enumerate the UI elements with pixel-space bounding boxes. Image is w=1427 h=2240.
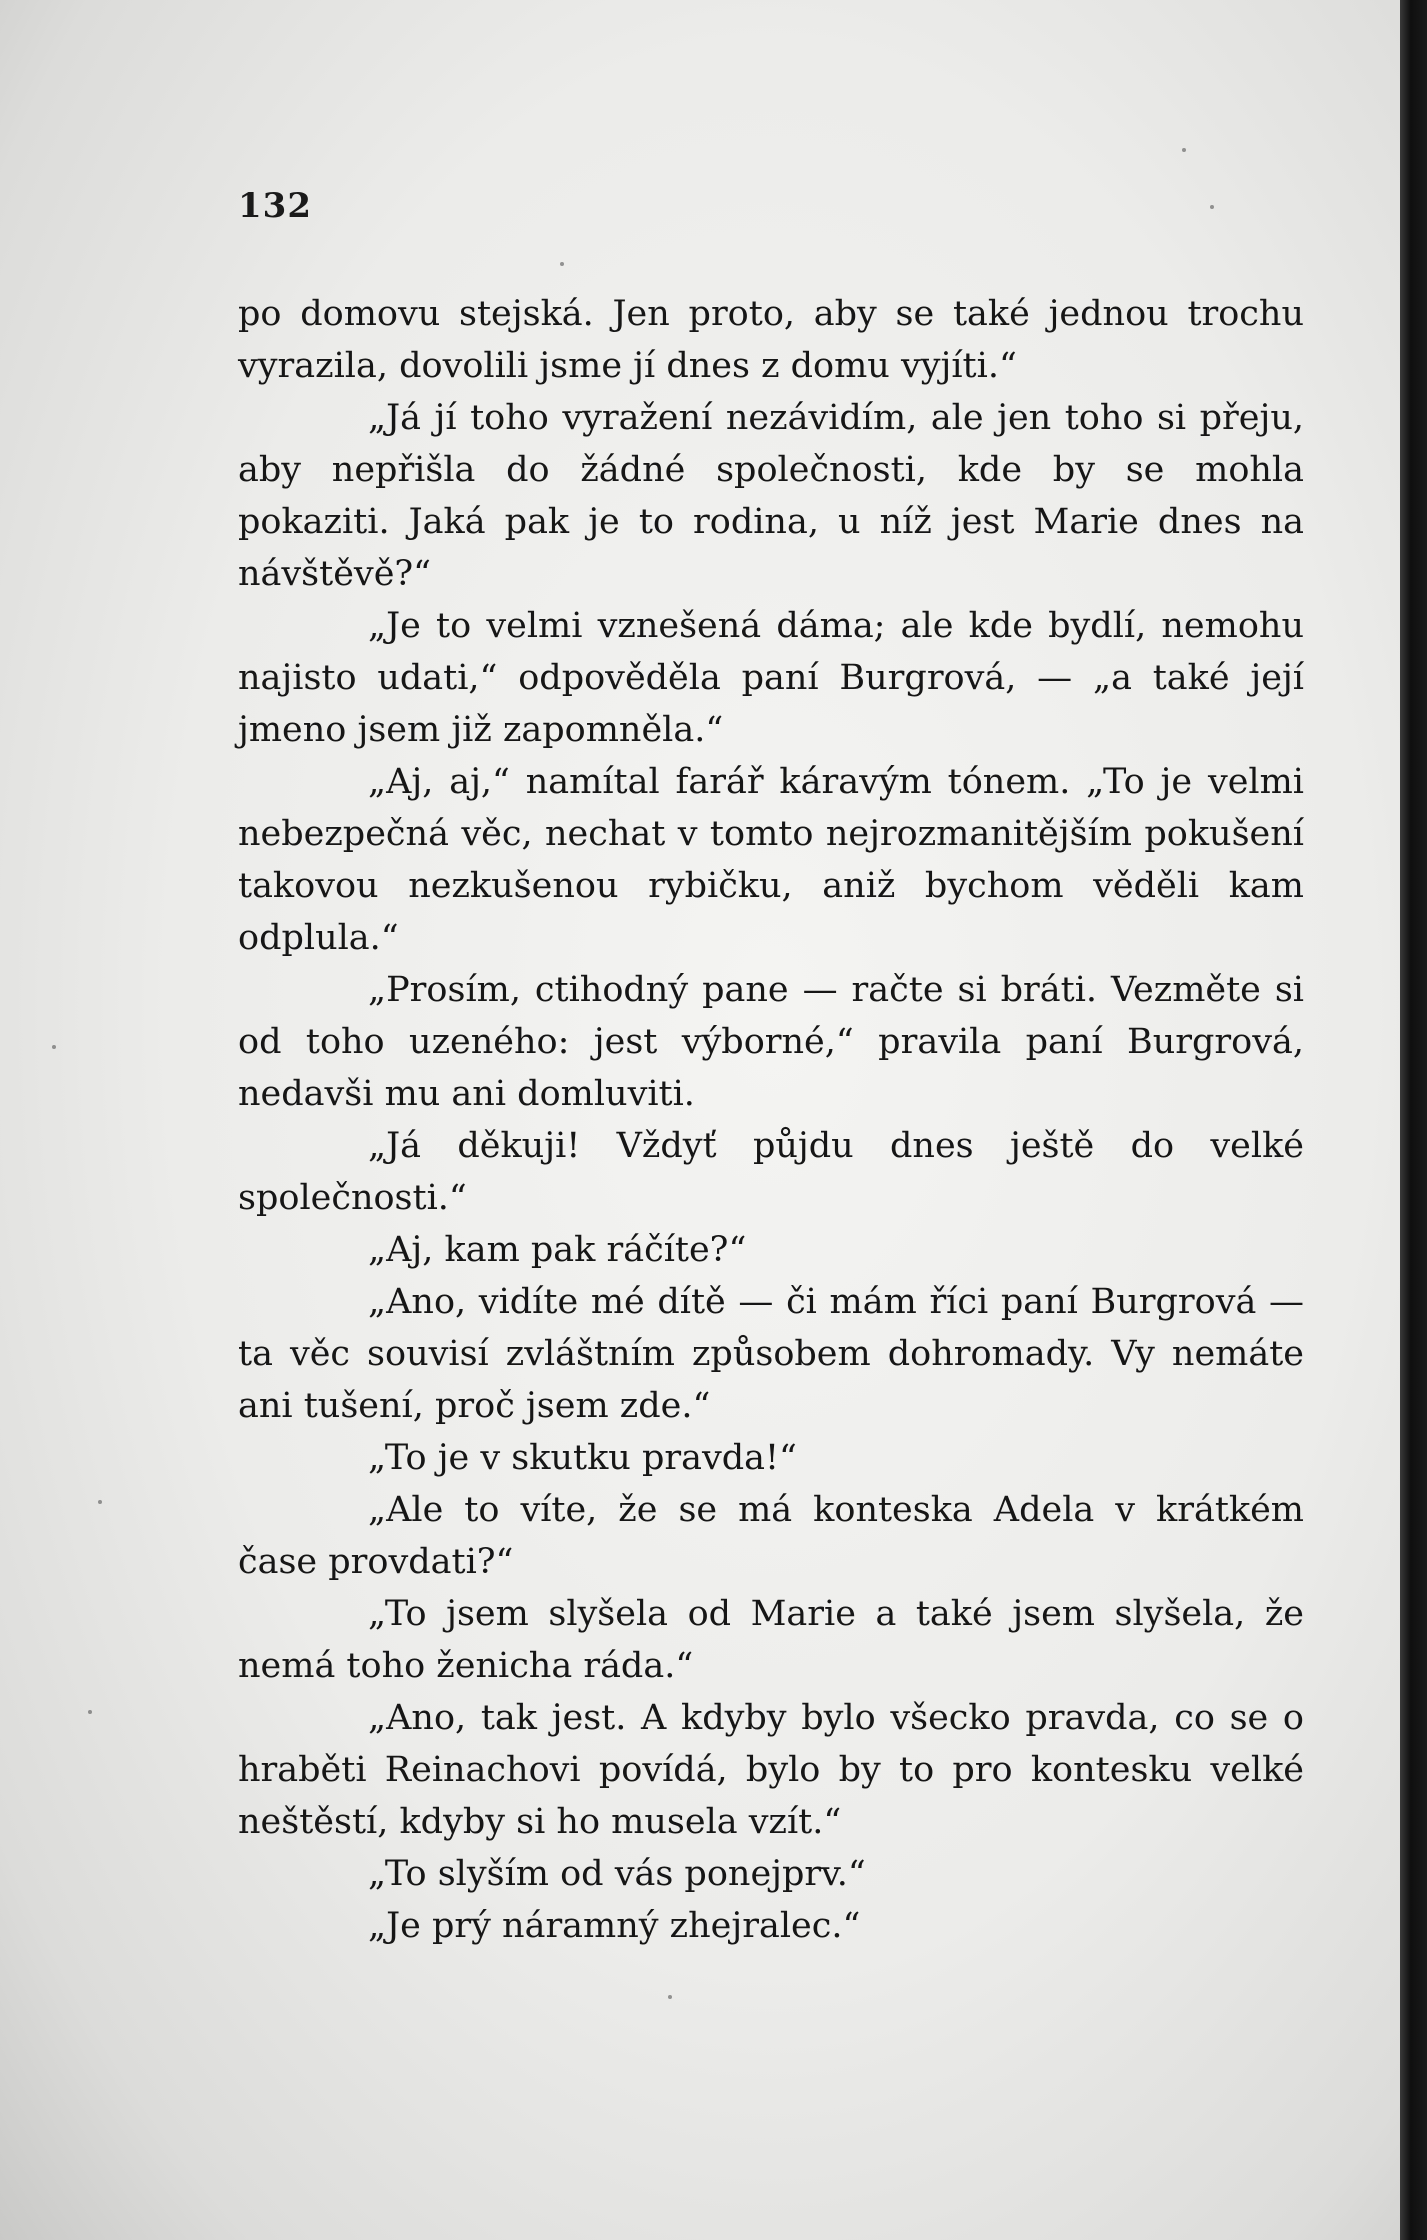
page-number: 132 [238, 186, 312, 226]
paragraph: po domovu stejská. Jen proto, aby se také jednou trochu vyrazila, dovolili jsme jí dnes z domu vyjíti.“ [238, 294, 1304, 386]
body-text [238, 288, 1304, 1952]
paragraph: „Ale to víte, že se má konteska Adela v krátkém čase provdati?“ [238, 1490, 1304, 1582]
paragraph: „Je prý náramný zhejralec.“ [368, 1906, 861, 1946]
paper-speck [98, 1500, 102, 1504]
paragraph: „Je to velmi vznešená dáma; ale kde bydlí, nemohu najisto udati,“ odpověděla paní Burgrová, — „a také její jmeno jsem již zapomněla.“ [238, 606, 1304, 750]
paper-speck [1210, 205, 1214, 209]
paper-speck [560, 262, 564, 266]
paragraph: „Aj, kam pak ráčíte?“ [368, 1230, 747, 1270]
paragraph: „Aj, aj,“ namítal farář káravým tónem. „To je velmi nebezpečná věc, nechat v tomto nejrozmanitějším pokušení takovou nezkušenou rybičku, aniž bychom věděli kam odplula.“ [238, 762, 1304, 958]
paragraph: „Já děkuji! Vždyť půjdu dnes ještě do velké společnosti.“ [238, 1126, 1304, 1218]
paragraph: „To jsem slyšela od Marie a také jsem slyšela, že nemá toho ženicha ráda.“ [238, 1594, 1304, 1686]
paragraph: „Ano, vidíte mé dítě — či mám říci paní Burgrová — ta věc souvisí zvláštním způsobem dohromady. Vy nemáte ani tušení, proč jsem zde.“ [238, 1282, 1304, 1426]
paragraph: „To je v skutku pravda!“ [368, 1438, 797, 1478]
paragraph: „To slyším od vás ponejprv.“ [368, 1854, 866, 1894]
paper-speck [1182, 148, 1186, 152]
paper-speck [668, 1995, 672, 1999]
paragraph: „Prosím, ctihodný pane — račte si bráti. Vezměte si od toho uzeného: jest výborné,“ pravila paní Burgrová, nedavši mu ani domluviti. [238, 970, 1304, 1114]
paper-speck [88, 1710, 92, 1714]
paper-speck [52, 1045, 56, 1049]
page-edge-shadow [1400, 0, 1427, 2240]
paragraph: „Já jí toho vyražení nezávidím, ale jen toho si přeju, aby nepřišla do žádné společnosti, kde by se mohla pokaziti. Jaká pak je to rodina, u níž jest Marie dnes na návštěvě?“ [238, 398, 1304, 594]
paragraph: „Ano, tak jest. A kdyby bylo všecko pravda, co se o hraběti Reinachovi povídá, bylo by to pro kontesku velké neštěstí, kdyby si ho musela vzít.“ [238, 1698, 1304, 1842]
